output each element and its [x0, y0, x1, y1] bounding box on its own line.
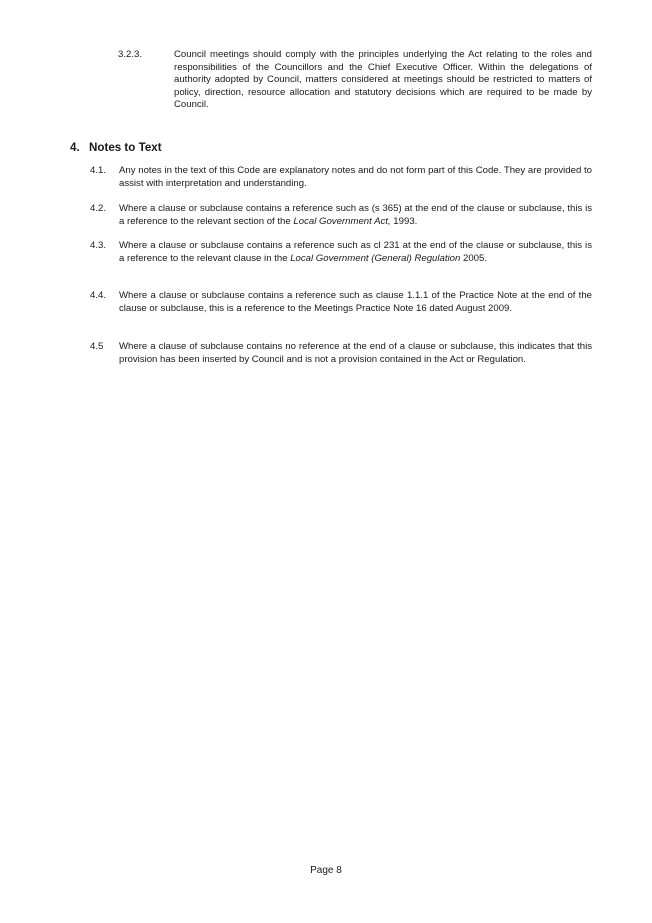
clause-number: 3.2.3. — [118, 49, 143, 60]
clause-text: Where a clause or subclause contains a reference such as (s 365) at the end of the clause or subclause, this is a reference to the relevant section of the Local Government Act, 1993. — [119, 203, 592, 227]
clause-4-4 — [90, 290, 592, 315]
section-title: Notes to Text — [89, 141, 162, 154]
clause-3-2-3 — [118, 49, 592, 112]
clause-number: 4.5 — [90, 341, 104, 352]
clause-4-3 — [90, 240, 592, 265]
clause-text: Where a clause of subclause contains no reference at the end of a clause or subclause, this indicates that this provision has been inserted by Council and is not a provision contained in the Act or Regulation. — [119, 341, 592, 365]
clause-text: Council meetings should comply with the principles underlying the Act relating to the roles and responsibilities of the Councillors and the Chief Executive Officer. Within the delegations of authority adopted by Council, matters considered at meetings should be restricted to matters of policy, direction, resource allocation and statutory decisions which are required to be made by Council. — [174, 49, 592, 111]
clause-number: 4.4. — [90, 290, 107, 301]
page-number: Page 8 — [310, 865, 342, 876]
clause-number: 4.1. — [90, 165, 107, 176]
act-title: Local Government Act, — [293, 215, 391, 227]
clause-number: 4.2. — [90, 203, 107, 214]
regulation-title: Local Government (General) Regulation — [290, 252, 461, 264]
clause-4-5 — [90, 341, 592, 366]
clause-text: Where a clause or subclause contains a reference such as clause 1.1.1 of the Practice Note at the end of the clause or subclause, this is a reference to the Meetings Practice Note 16 dated August 2009. — [119, 290, 592, 314]
section-heading — [70, 141, 162, 155]
clause-text: Any notes in the text of this Code are explanatory notes and do not form part of this Code. They are provided to assist with interpretation and understanding. — [119, 165, 592, 189]
clause-text: Where a clause or subclause contains a reference such as cl 231 at the end of the clause or subclause, this is a reference to the relevant clause in the Local Government (General) Regulation 2005. — [119, 240, 592, 264]
clause-4-2 — [90, 203, 592, 228]
clause-number: 4.3. — [90, 240, 107, 251]
section-number: 4. — [70, 141, 80, 154]
clause-4-1 — [90, 165, 592, 190]
